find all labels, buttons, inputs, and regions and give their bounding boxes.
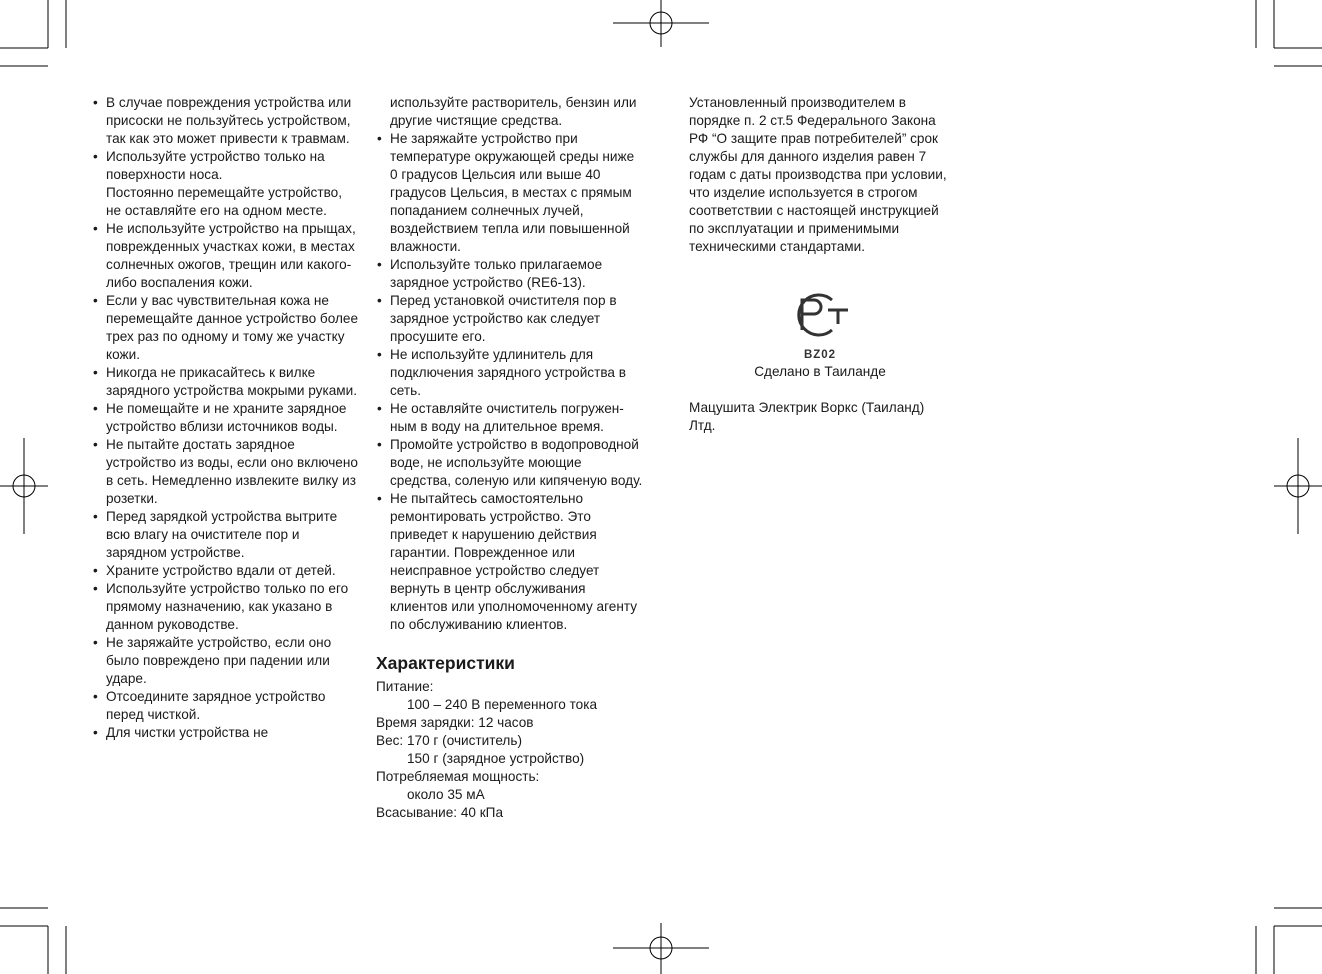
list-item: • Не помещайте и не храните зарядное устройство вблизи источников воды. (92, 400, 360, 436)
made-in-label: Сделано в Таиланде (754, 364, 886, 379)
list-item: • Используйте только прилагаемое зарядное устройство (RE6-13). (376, 256, 644, 292)
info-column-right (689, 94, 951, 435)
list-item: • Не оставляйте очиститель погружен-ным в воду на длительное время. (376, 400, 644, 436)
safety-list-middle (376, 130, 644, 634)
list-item: • Если у вас чувствительная кожа не перемещайте данное устройство более трех раз по одному и тому же участку кожи. (92, 292, 360, 364)
list-item: • Промойте устройство в водопроводной воде, не используйте моющие средства, соленую или кипяченую воду. (376, 436, 644, 490)
list-item: • Отсоедините зарядное устройство перед чисткой. (92, 688, 360, 724)
list-item: • Для чистки устройства не (92, 724, 360, 742)
rst-certification-icon (788, 288, 852, 342)
spec-consumption-label: Потребляемая мощность: (376, 769, 540, 784)
safety-column-middle (376, 94, 644, 822)
certification-code: BZ02 (803, 349, 837, 361)
list-item: • Храните устройство вдали от детей. (92, 562, 360, 580)
list-item: • Не пытайте достать зарядное устройство из воды, если оно включено в сеть. Немедленно извлеките вилку из розетки. (92, 436, 360, 508)
list-item-continuation: Постоянно перемещайте устройство, не оставляйте его на одном месте. (106, 185, 342, 218)
list-item: • Не заряжайте устройство при температуре окружающей среды ниже 0 градусов Цельсия или выше 40 градусов Цельсия, в местах с прямым попаданием солнечных лучей, воздействием тепла или повышенной влажности. (376, 130, 644, 256)
spec-weight-cleaner: Вес: 170 г (очиститель) (376, 733, 522, 748)
list-item: • В случае повреждения устройства или присоски не пользуйтесь устройством, так как это может привести к травмам. (92, 94, 360, 148)
manufacturer-name: Мацушита Электрик Воркс (Таиланд) Лтд. (689, 400, 925, 433)
service-life-paragraph: Установленный производителем в порядке п. 2 ст.5 Федерального Закона РФ “О защите прав потребителей” срок службы для данного изделия равен 7 годам с даты производства при условии, что изделие используется в строгом соответствии с настоящей инструкцией по эксплуатации и применимыми техническими стандартами. (689, 95, 947, 254)
spec-power-label: Питание: (376, 679, 434, 694)
spec-suction: Всасывание: 40 кПа (376, 805, 504, 820)
specifications-heading: Характеристики (376, 653, 515, 673)
list-item: • Перед установкой очистителя пор в зарядное устройство как следует просушите его. (376, 292, 644, 346)
spec-charge-time: Время зарядки: 12 часов (376, 715, 534, 730)
spec-power-value: 100 – 240 В переменного тока (407, 697, 598, 712)
list-item-continuation: используйте растворитель, бензин или другие чистящие средства. (390, 95, 637, 128)
list-item: • Перед зарядкой устройства вытрите всю влагу на очистителе пор и зарядном устройстве. (92, 508, 360, 562)
list-item: • Используйте устройство только по его прямому назначению, как указано в данном руководстве. (92, 580, 360, 634)
list-item: • Не используйте удлинитель для подключения зарядного устройства в сеть. (376, 346, 644, 400)
list-item: • Используйте устройство только на поверхности носа. (92, 148, 360, 184)
certification-logo (689, 288, 951, 363)
list-item: • Не пытайтесь самостоятельно ремонтировать устройство. Это приведет к нарушению действия гарантии. Поврежденное или неисправное устройство следует вернуть в центр обслуживания клиентов или уполномоченному агенту по обслуживанию клиентов. (376, 490, 644, 634)
list-item: • Никогда не прикасайтесь к вилке зарядного устройства мокрыми руками. (92, 364, 360, 400)
list-item: • Не заряжайте устройство, если оно было повреждено при падении или ударе. (92, 634, 360, 688)
safety-list-left (92, 94, 360, 742)
spec-weight-charger: 150 г (зарядное устройство) (407, 751, 585, 766)
safety-column-left (92, 94, 360, 742)
spec-consumption-value: около 35 мА (407, 787, 485, 802)
list-item: • Не используйте устройство на прыщах, поврежденных участках кожи, в местах солнечных ожогов, трещин или какого-либо воспаления кожи. (92, 220, 360, 292)
specifications-block (376, 678, 644, 822)
